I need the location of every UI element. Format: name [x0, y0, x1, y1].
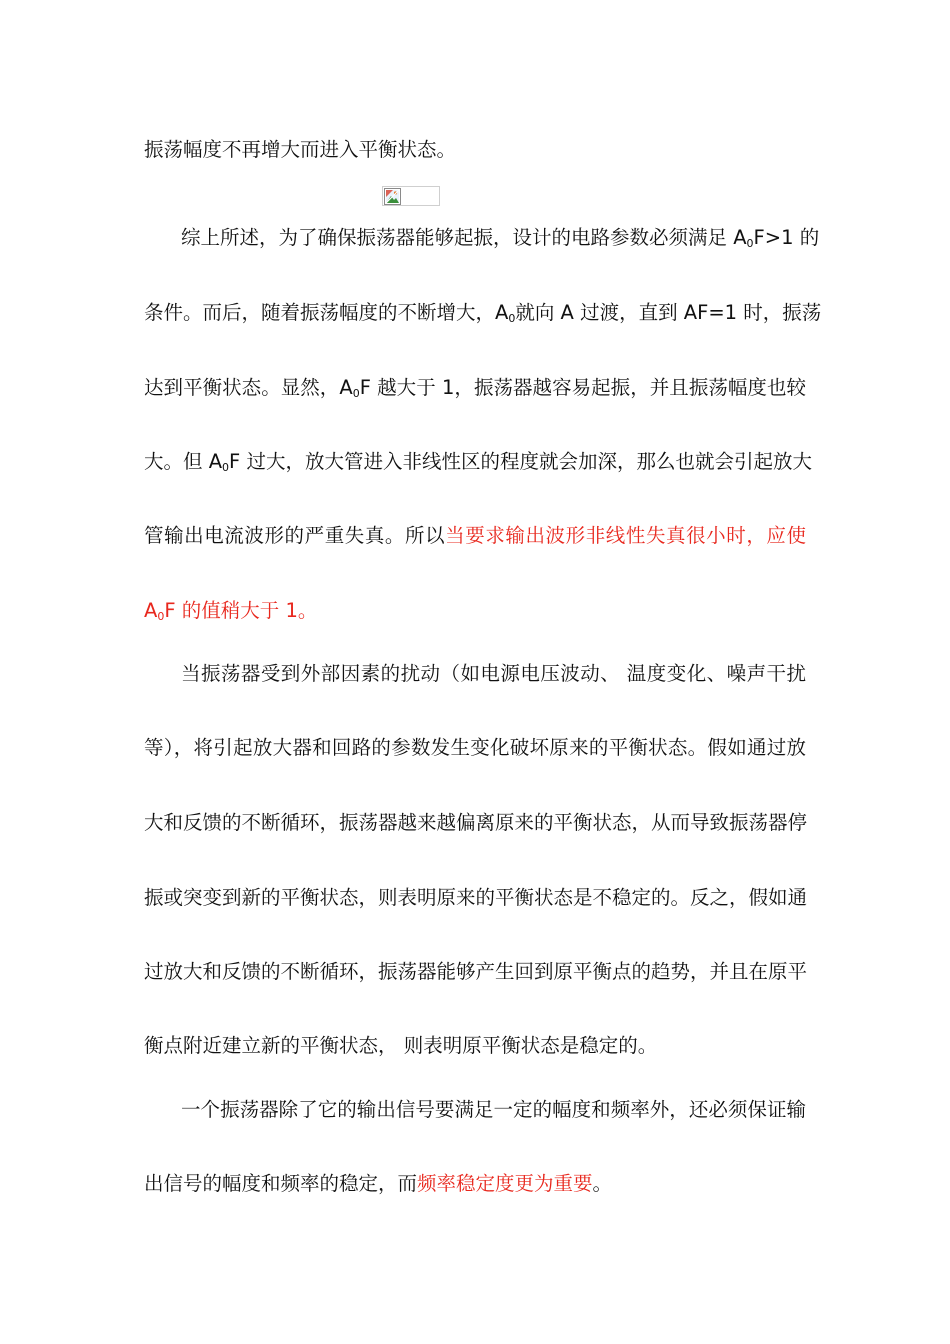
highlight-text: $A_0F$ 的值稍大于 1。 [144, 599, 318, 623]
text-line [144, 598, 806, 630]
text-line: 出信号的幅度和频率的稳定，而频率稳定度更为重要。 [144, 1172, 613, 1195]
text-line: 管输出电流波形的严重失真。所以当要求输出波形非线性失真很小时，应使 [144, 524, 806, 547]
text-line: 大和反馈的不断循环，振荡器越来越偏离原来的平衡状态，从而导致振荡器停 [144, 811, 808, 834]
broken-image-icon [384, 188, 401, 205]
text-line: 等），将引起放大器和回路的参数发生变化破坏原来的平衡状态。假如通过放 [144, 736, 806, 759]
text-line: 振荡幅度不再增大而进入平衡状态。 [144, 138, 457, 161]
text-line: 衡点附近建立新的平衡状态， 则表明原平衡状态是稳定的。 [144, 1034, 658, 1057]
text-line: 过放大和反馈的不断循环，振荡器能够产生回到原平衡点的趋势，并且在原平 [144, 960, 808, 983]
text-line: 综上所述，为了确保振荡器能够起振，设计的电路参数必须满足 $A_0F>1$ 的 [181, 226, 820, 250]
text-line: 大。但 $A_0F$ 过大，放大管进入非线性区的程度就会加深，那么也就会引起放大 [144, 450, 812, 474]
text-line: 达到平衡状态。显然，$A_0F$ 越大于 1，振荡器越容易起振，并且振荡幅度也较 [144, 376, 806, 400]
text-line: 振或突变到新的平衡状态，则表明原来的平衡状态是不稳定的。反之，假如通 [144, 886, 808, 909]
highlight-text: 当要求输出波形非线性失真很小时，应使 [445, 524, 806, 547]
image-placeholder [382, 186, 440, 206]
highlight-text: 频率稳定度更为重要 [417, 1172, 593, 1195]
text-line: 条件。而后，随着振荡幅度的不断增大，$A_0$就向 A 过渡，直到 AF=1 时，振荡 [144, 301, 822, 325]
text-line: 当振荡器受到外部因素的扰动（如电源电压波动、 温度变化、噪声干扰 [181, 662, 806, 685]
text-line: 一个振荡器除了它的输出信号要满足一定的幅度和频率外，还必须保证输 [181, 1098, 806, 1121]
